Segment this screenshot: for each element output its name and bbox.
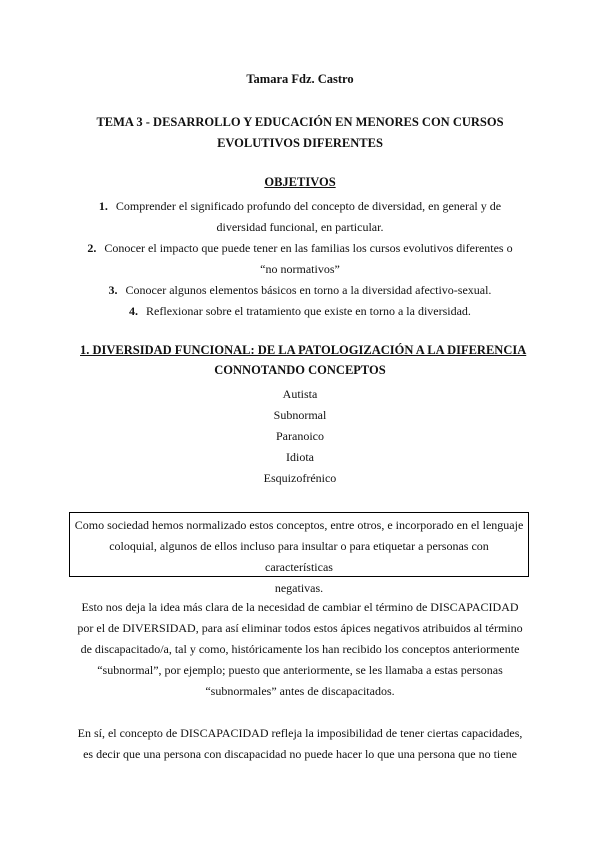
- objective-item: [0, 280, 600, 301]
- objectives-list: [0, 196, 600, 322]
- objective-text: Comprender el significado profundo del concepto de diversidad, en general y de: [115, 199, 502, 213]
- objective-item-continuation: “no normativos”: [260, 262, 340, 276]
- paragraph-1: [70, 597, 530, 702]
- paragraph-line: Esto nos deja la idea más clara de la necesidad de cambiar el término de DISCAPACIDAD: [81, 600, 519, 614]
- objective-item: [0, 301, 600, 322]
- objective-number: 3.: [108, 283, 118, 297]
- paragraph-line: es decir que una persona con discapacidad no puede hacer lo que una persona que no tiene: [83, 747, 517, 761]
- note-line: coloquial, algunos de ellos incluso para insultar o para etiquetar a personas con características: [109, 539, 489, 574]
- objective-number: 4.: [129, 304, 139, 318]
- objective-item: [0, 238, 600, 259]
- paragraph-line: “subnormal”, por ejemplo; puesto que anteriormente, se les llamaba a estas personas: [97, 663, 503, 677]
- objectives-heading: OBJETIVOS: [264, 175, 336, 189]
- paragraph-2: [70, 723, 530, 765]
- section-heading: 1. DIVERSIDAD FUNCIONAL: DE LA PATOLOGIZACIÓN A LA DIFERENCIA: [80, 343, 527, 357]
- term-item: Idiota: [286, 450, 314, 464]
- terms-list: [0, 384, 600, 489]
- term-item: Paranoico: [276, 429, 324, 443]
- term-item: Esquizofrénico: [263, 471, 337, 485]
- note-line: Como sociedad hemos normalizado estos conceptos, entre otros, e incorporado en el lenguaje: [74, 518, 524, 532]
- paragraph-line: En sí, el concepto de DISCAPACIDAD refleja la imposibilidad de tener ciertas capacidades,: [77, 726, 523, 740]
- boxed-note: [69, 512, 529, 595]
- paragraph-line: por el de DIVERSIDAD, para así eliminar todos estos ápices negativos atribuidos al término: [77, 621, 523, 635]
- objective-text: Reflexionar sobre el tratamiento que existe en torno a la diversidad.: [146, 304, 471, 318]
- objective-item: [0, 196, 600, 217]
- section-subheading: CONNOTANDO CONCEPTOS: [214, 363, 386, 377]
- objective-number: 1.: [98, 199, 108, 213]
- paragraph-line: de discapacitado/a, tal y como, históricamente los han recibido los conceptos anteriormente: [80, 642, 520, 656]
- objective-number: 2.: [87, 241, 97, 255]
- note-line: negativas.: [274, 581, 324, 595]
- objective-text: Conocer el impacto que puede tener en las familias los cursos evolutivos diferentes o: [104, 241, 513, 255]
- title-line-1: TEMA 3 - DESARROLLO Y EDUCACIÓN EN MENORES CON CURSOS: [96, 115, 504, 129]
- paragraph-line: “subnormales” antes de discapacitados.: [205, 684, 395, 698]
- author-name: Tamara Fdz. Castro: [246, 72, 354, 86]
- objective-item-continuation: diversidad funcional, en particular.: [216, 220, 384, 234]
- term-item: Subnormal: [273, 408, 327, 422]
- title-line-2: EVOLUTIVOS DIFERENTES: [217, 136, 383, 150]
- objective-text: Conocer algunos elementos básicos en torno a la diversidad afectivo-sexual.: [125, 283, 492, 297]
- term-item: Autista: [282, 387, 318, 401]
- document-title: [60, 112, 540, 154]
